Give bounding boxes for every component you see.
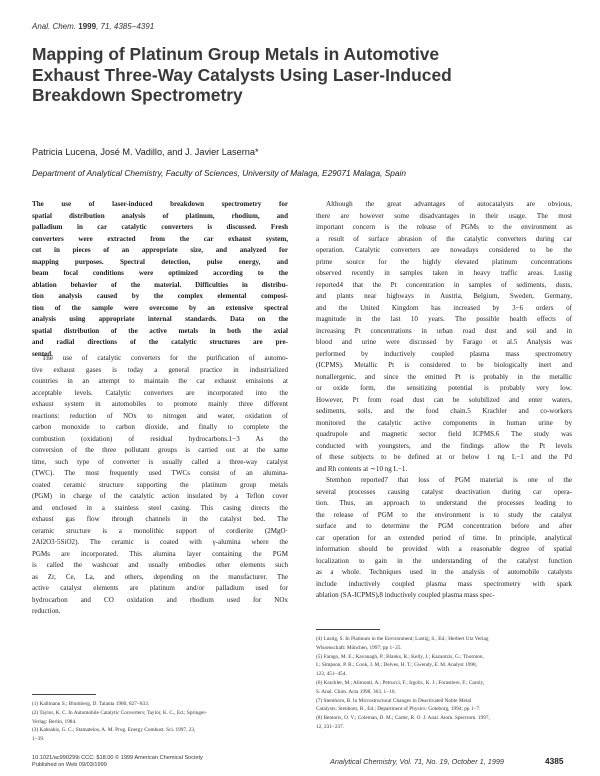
text-line: nonallergenic, and since the emitted Pt is probably in the metallic	[316, 372, 572, 381]
references-left	[32, 700, 288, 744]
text-line: However, Pt from road dust can be solubilized and enter waters,	[316, 395, 572, 404]
text-line: and the United Kingdom has increased by 3−6 orders of	[316, 303, 572, 312]
text-line: conducted with youngsters, and the findings allow the Pt levels	[316, 441, 572, 450]
text-line: acceptable levels. Catalytic converters are incorporated into the	[32, 388, 288, 397]
text-line: combustion (oxidation) of residual hydrocarbons.1−3 As the	[32, 434, 288, 443]
text-line: analysis using appropriate internal standards. Data on the	[32, 315, 288, 323]
reference-line: (8) Bentoris, O. V.; Coleman, D. M.; Carter, R. O. J. Anal. Atom. Spectrom. 1997,	[316, 715, 490, 722]
text-line: ablation (SA-ICPMS),8 inductively coupled plasma mass spec-	[316, 591, 495, 599]
text-line: sediments, soils, and the food chain.5 Krachler and co-workers	[316, 407, 572, 415]
text-line: is called the washcoat and usually embodies other elements such	[32, 561, 288, 569]
reference-line: (7) Stemhorn, B. In Microstructural Changes in Deactivated Noble Metal	[316, 697, 472, 704]
reference-line: I.; Simpson, P. R.; Cook, J. M.; Delves, H. T.; Gwendy, E. M. Analyst 1998,	[316, 662, 478, 669]
text-line: several processes causing catalyst deactivation during car opera-	[316, 487, 572, 496]
reference-line: S. Anal. Chim. Acta 1998, 363, 1−10.	[316, 688, 396, 695]
text-line: exhaust system in automobiles to promote mainly three different	[32, 400, 288, 408]
journal-volume: 71	[100, 22, 110, 31]
reference-line: Verlag: Berlin, 1984.	[32, 718, 77, 725]
author-list: Patricia Lucena, José M. Vadillo, and J. Javier Laserna*	[32, 147, 259, 157]
text-line: reactions: reduction of NOx to nitrogen and water, oxidation of	[32, 411, 288, 420]
title-line: Exhaust Three-Way Catalysts Using Laser-Induced	[32, 64, 452, 85]
text-line: mapping purposes. Spectral detection, pulse energy, and	[32, 257, 288, 266]
text-line: of these subjects to be defined at or below 1 ng L−1 and the Pd	[316, 453, 572, 461]
text-line: magnitude in the last 10 years. The possible health effects of	[316, 315, 572, 323]
abstract	[32, 199, 288, 360]
text-line: there are however some disadvantages in their usage. The most	[316, 211, 572, 220]
text-line: tion of the sample were overcome by an extensive spectral	[32, 303, 288, 312]
text-line: exhaust gas flow through channels in the catalyst bed. The	[32, 515, 288, 523]
text-line: tive exhaust gases is today a general practice in industrialized	[32, 365, 288, 374]
introduction-text	[32, 353, 288, 618]
text-line: tion. Thus, an approach to understand the processes leading to	[316, 499, 572, 507]
page-number: 4385	[545, 756, 564, 766]
text-line: cut in pieces of an appropriate size, and analyzed for	[32, 246, 288, 254]
text-line: converters were extracted from the car exhaust system,	[32, 234, 288, 243]
doi-line: 10.1021/ac990299i CCC: $18.00 © 1999 American Chemical Society	[32, 755, 203, 761]
text-line: and Rh contents at ∼10 ng L−1.	[316, 464, 408, 473]
text-line: The use of catalytic converters for the purification of automo-	[42, 354, 288, 362]
reference-line: (1) Kallmann S.; Blumberg, D. Talanta 1980, 827−833.	[32, 701, 150, 707]
text-line: quadrupole and magnetic sector field ICPMS.6 The study was	[316, 430, 572, 438]
text-line: increasing Pt concentrations in urban road dust and soil and in	[316, 326, 572, 335]
text-line: ablation behavior of the material. Difficulties in distribu-	[32, 280, 288, 289]
text-line: conversion of the three pollutant groups is carried out at the same	[32, 446, 288, 454]
reference-line: 123, 451−454.	[316, 671, 347, 678]
issue-line: Analytical Chemistry, Vol. 71, No. 19, October 1, 1999	[330, 757, 504, 766]
reference-line: 12, 231−237.	[316, 723, 345, 730]
text-line: (ICPMS). Metallic Pt is considered to be biologically inert and	[316, 361, 572, 369]
journal-pages: 4385−4391	[113, 22, 155, 31]
text-line: reported4 that the Pt concentration in samples of sediments, dusts,	[316, 280, 572, 289]
footnote-divider	[316, 629, 380, 630]
text-line: important concern is the release of PGMs to the environment as	[316, 223, 572, 231]
text-line: coated ceramic structure supporting the platinum group metals	[32, 480, 288, 489]
text-line: countries in an attempt to maintain the car exhaust emissions at	[32, 377, 288, 385]
text-line: blood and urine were discussed by Farago et al.5 Analysis was	[316, 338, 572, 346]
reference-line: (5) Farago, M. E.; Kavanagh, P.; Blanks, R.; Kelly, J.; Kazantzis, G.; Thornton,	[316, 653, 484, 660]
text-line: (TWC). The most frequently used TWCs consist of an alumina-	[32, 469, 288, 477]
text-line: carbon monoxide to carbon dioxide, and finally to complete the	[32, 423, 288, 431]
reference-line: (3) Kabsakis, G. C.; Stamatelos, A. M. Prog. Energy Combust. Sci. 1997, 23,	[32, 727, 196, 734]
text-line: The use of laser-induced breakdown spectrometry for	[32, 200, 288, 208]
text-line: active catalyst elements are platinum and/or palladium used for	[32, 584, 288, 592]
affiliation: Department of Analytical Chemistry, Faculty of Sciences, University of Malaga, E29071 Malaga, Spain	[32, 168, 406, 178]
text-line: performed by inductively coupled plasma mass spectrometry	[316, 349, 572, 358]
journal-citation: Anal. Chem. 1999, 71, 4385−4391	[32, 22, 155, 31]
text-line: the release of PGM to the environment is to study the catalyst	[316, 510, 572, 519]
text-line: monitored the catalytic active components in human urine by	[316, 418, 572, 427]
text-line: operation. Catalytic converters are nowadays considered to be the	[316, 246, 572, 254]
text-line: localization to gain in the understanding of the catalyst function	[316, 556, 572, 565]
text-line: and radial directions of the catalytic structures are pre-	[32, 338, 288, 346]
text-line: and plants near highways in Austria, Belgium, Sweden, Germany,	[316, 292, 572, 300]
text-line: spatial distribution of the active metals in both the axial	[32, 326, 288, 335]
text-line: time, such type of converter is usually called a three-way catalyst	[32, 457, 288, 466]
text-line: (PGM) in charge of the catalytic action insulated by a Teflon cover	[32, 492, 288, 500]
published-line: Published on Web 09/03/1999	[32, 762, 107, 769]
text-line: palladium in car catalytic converters is discussed. Fresh	[32, 223, 288, 231]
reference-line: Catalysts; Stenbom, B., Ed.; Department of Physics: Goteborg, 1994; pp 1−7.	[316, 706, 481, 713]
text-line: sented.	[32, 349, 53, 358]
text-line: observed recently in samples taken in heavy traffic areas. Lustig	[316, 269, 572, 277]
text-line: include inductively coupled plasma mass spectrometry with spark	[316, 579, 572, 588]
journal-name: Anal. Chem.	[32, 22, 77, 31]
text-line: surface and to determine the PGM concentration before and after	[316, 522, 572, 530]
footer-publication-info	[32, 755, 203, 769]
text-line: 2Al2O3·5SiO2). The ceramic is coated with γ-alumina where the	[32, 538, 288, 546]
title-line: Breakdown Spectrometry	[32, 85, 243, 106]
article-title	[32, 44, 572, 106]
text-line: ceramic structure is a monolithic support of cordierite (2MgO·	[32, 526, 288, 535]
reference-line: (4) Lustig, S. In Platinum in the Environment; Lustig, S., Ed.; Herbert Utz Verlag	[316, 636, 489, 642]
reference-line: (2) Taylor, K. C. In Automobile Catalytic Converters; Taylor, K. C., Ed.; Springer-	[32, 709, 207, 716]
text-line: a result of surface abrasion of the catalytic converters during car	[316, 234, 572, 243]
reference-line: (6) Krachler, M.; Alimonti, A.; Petrucci, F.; Irgolic, K. J.; Forastiere, F.; Caroly,	[316, 679, 485, 686]
text-line: beam focal conditions were optimized according to the	[32, 269, 288, 277]
text-line: information should be provided with a reasonable degree of spatial	[316, 545, 572, 553]
text-line: Although the great advantages of autocatalysts are obvious,	[326, 200, 572, 208]
text-line: as Zr, Ce, La, and others, depending on the manufacturer. The	[32, 572, 288, 581]
text-line: car operation for an extended period of time. In principle, analytical	[316, 533, 572, 542]
journal-year: 1999	[78, 22, 97, 31]
text-line: Stemhon reported7 that loss of PGM material is one of the	[326, 476, 572, 484]
right-column-text	[316, 199, 572, 602]
footnote-divider	[32, 694, 96, 695]
text-line: reduction.	[32, 607, 61, 615]
text-line: PGMs are incorporated. This alumina layer containing the PGM	[32, 549, 288, 558]
text-line: hydrocarbon and CO oxidation and rhodium used for NOx	[32, 595, 288, 604]
text-line: and enclosed in a stainless steel casing. This casing directs the	[32, 503, 288, 512]
text-line: tion analysis caused by the complex elemental composi-	[32, 292, 288, 300]
text-line: or oxide form, the sensitizing potential is probably very low.	[316, 384, 572, 392]
reference-line: Wissenschaft: München, 1997; pp 1−25.	[316, 644, 402, 651]
text-line: prime source for the highly elevated platinum concentrations	[316, 257, 572, 266]
text-line: as a whole. Techniques used in the analysis of automobile catalysts	[316, 568, 572, 576]
reference-line: 1−39.	[32, 736, 45, 743]
title-line: Mapping of Platinum Group Metals in Automotive	[32, 44, 440, 64]
text-line: spatial distribution analysis of platinum, rhodium, and	[32, 211, 288, 220]
references-right	[316, 635, 572, 732]
